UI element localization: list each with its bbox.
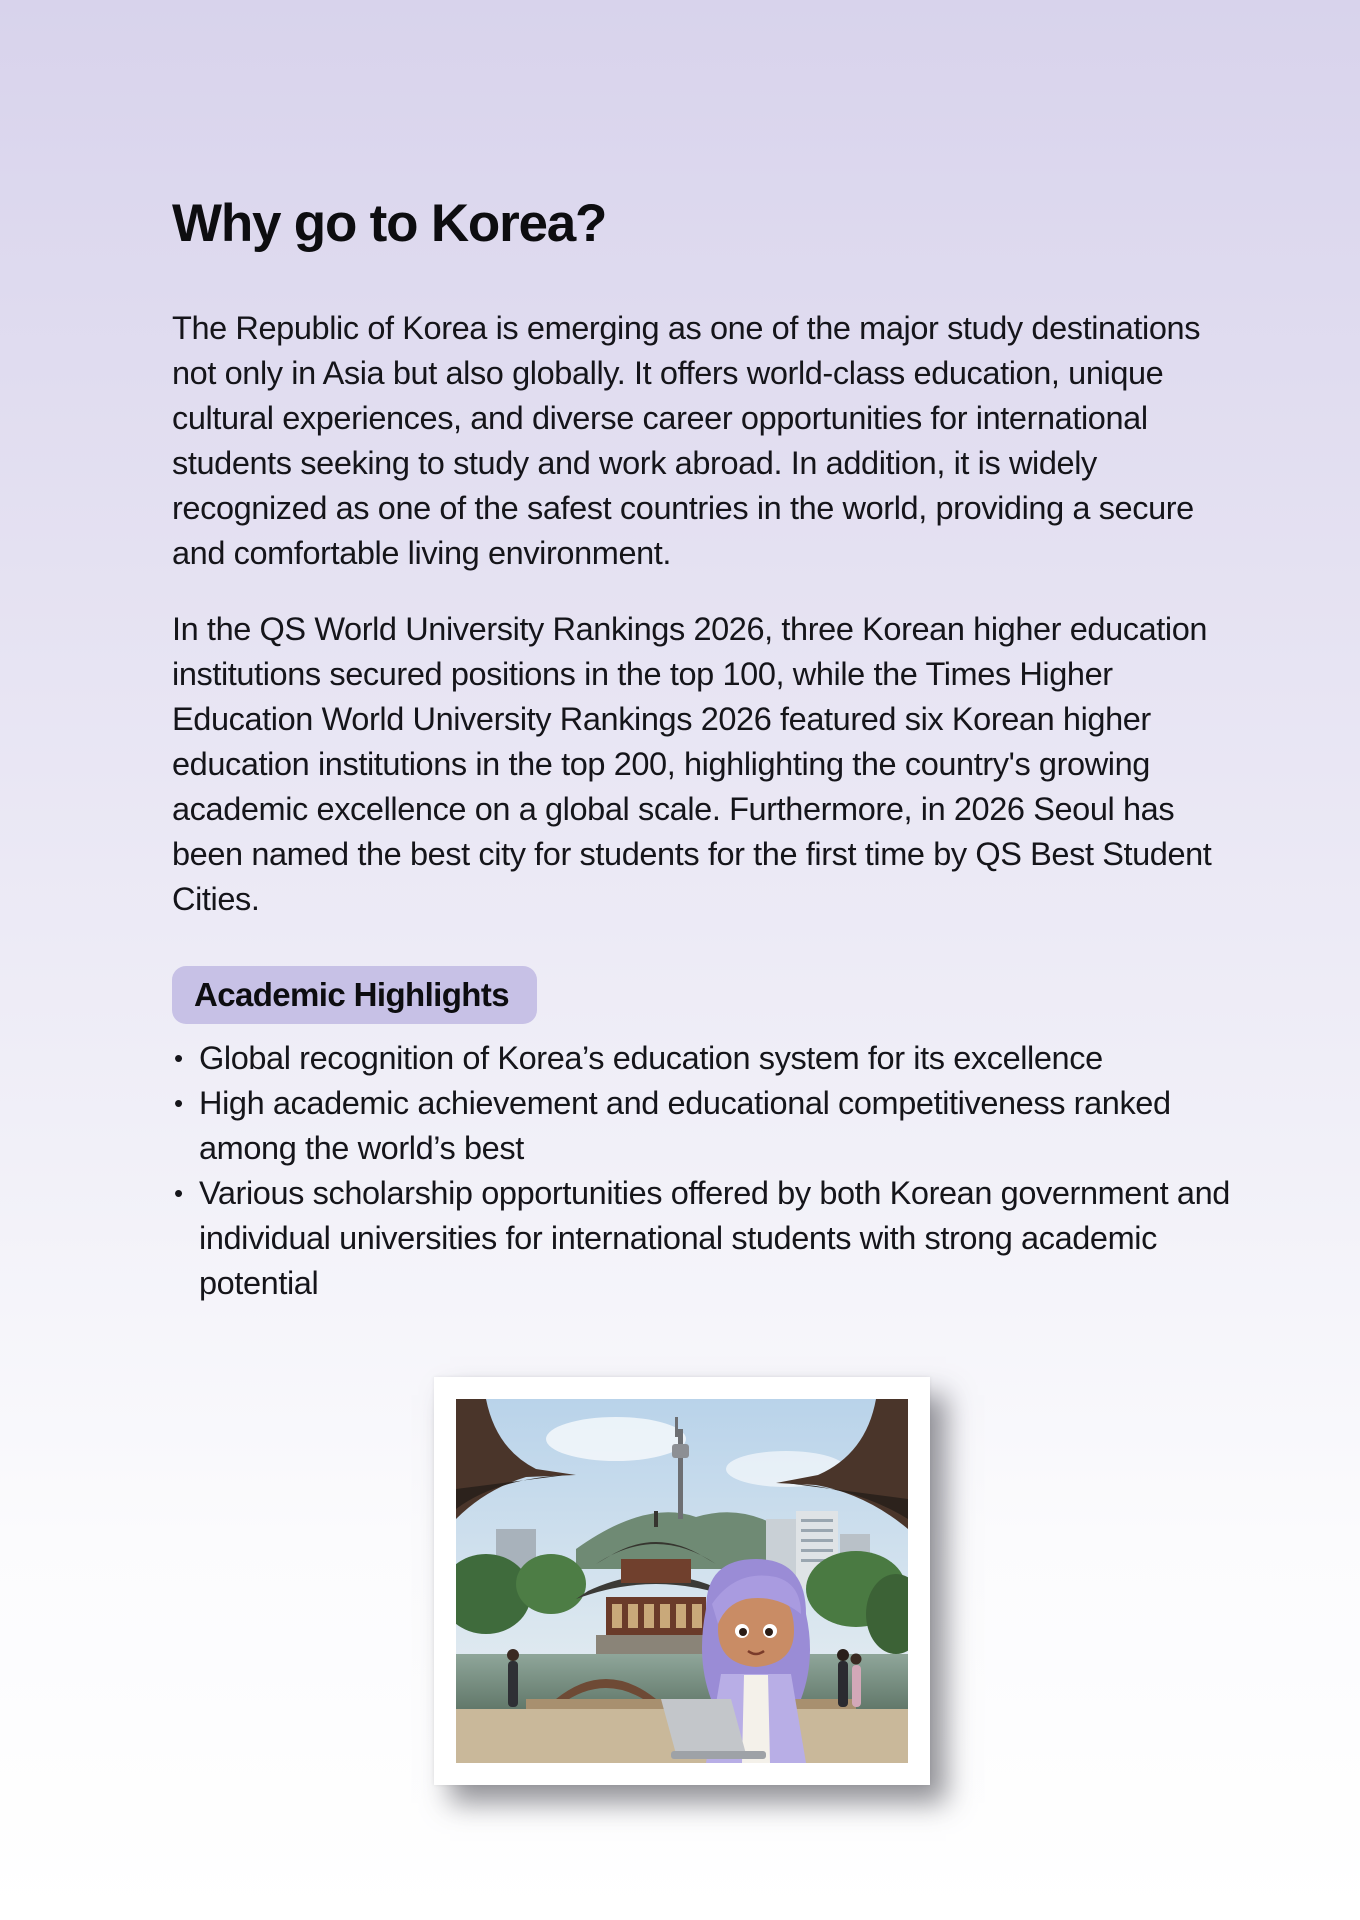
highlight-item-text: Global recognition of Korea’s education system for its excellence: [199, 1040, 1103, 1076]
page-title: Why go to Korea?: [172, 194, 607, 253]
highlight-item: [172, 1036, 1252, 1081]
highlights-list: [172, 1036, 1252, 1306]
highlight-item-text: High academic achievement and educational competitiveness ranked among the world’s best: [199, 1085, 1171, 1166]
rankings-paragraph: In the QS World University Rankings 2026, three Korean higher education institutions secured positions in the top 100, while the Times Higher Education World University Rankings 2026 featured six Korean higher education institutions in the top 200, highlighting the country's growing academic excellence on a global scale. Furthermore, in 2026 Seoul has been named the best city for students for the first time by QS Best Student Cities.: [172, 611, 1212, 917]
photo-frame: [434, 1377, 930, 1785]
seoul-illustration: [456, 1399, 908, 1763]
highlight-item-text: Various scholarship opportunities offered by both Korean government and individual universities for international students with strong academic potential: [199, 1175, 1230, 1301]
bullet-icon: •: [174, 1043, 183, 1073]
content-column: [172, 190, 1252, 1306]
bullet-icon: •: [174, 1088, 183, 1118]
highlight-item: [172, 1171, 1252, 1306]
academic-highlights-heading: Academic Highlights: [172, 966, 537, 1024]
intro-paragraph: The Republic of Korea is emerging as one of the major study destinations not only in Asia but also globally. It offers world-class education, unique cultural experiences, and diverse career opportunities for international students seeking to study and work abroad. In addition, it is widely recognized as one of the safest countries in the world, providing a secure and comfortable living environment.: [172, 310, 1201, 571]
highlight-item: [172, 1081, 1252, 1171]
bullet-icon: •: [174, 1178, 183, 1208]
